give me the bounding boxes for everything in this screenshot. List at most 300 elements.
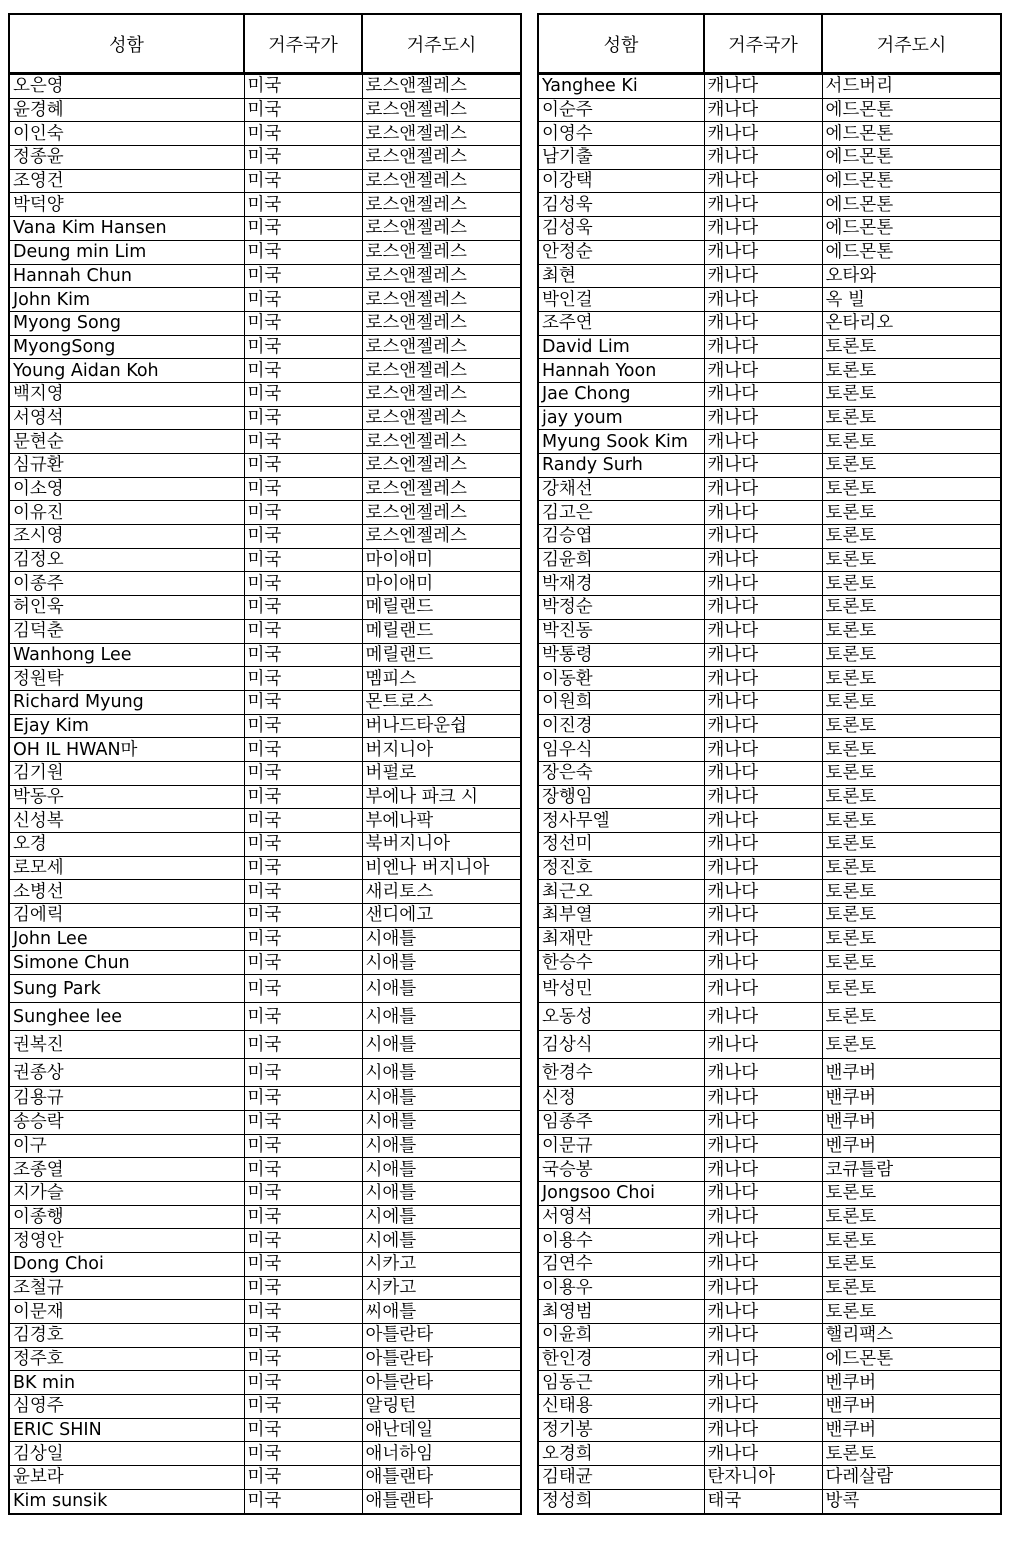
cell-country: 캐나다 — [704, 1276, 822, 1300]
cell-name: 오경 — [9, 833, 244, 857]
cell-name: 김윤희 — [538, 548, 704, 572]
cell-country: 미국 — [244, 430, 362, 454]
cell-city: 토론토 — [822, 1442, 1001, 1466]
cell-name: 박재경 — [538, 572, 704, 596]
cell-name: Jongsoo Choi — [538, 1181, 704, 1205]
cell-country: 캐나다 — [704, 146, 822, 170]
cell-city: 벤쿠버 — [822, 1134, 1001, 1158]
cell-city: 시애틀 — [362, 1181, 521, 1205]
cell-name: Vana Kim Hansen — [9, 217, 244, 241]
table-row — [9, 572, 521, 596]
table-row — [538, 359, 1001, 383]
cell-name: 임우식 — [538, 738, 704, 762]
cell-city: 로스앤젤레스 — [362, 74, 521, 99]
cell-name: 박진동 — [538, 619, 704, 643]
table-row — [538, 501, 1001, 525]
table-row — [9, 1181, 521, 1205]
cell-country: 캐나다 — [704, 217, 822, 241]
cell-name: 이순주 — [538, 98, 704, 122]
header-city: 거주도시 — [822, 14, 1001, 74]
table-row — [538, 193, 1001, 217]
cell-country: 캐나다 — [704, 1395, 822, 1419]
cell-country: 캐나다 — [704, 169, 822, 193]
cell-name: 심규환 — [9, 454, 244, 478]
cell-city: 시카고 — [362, 1252, 521, 1276]
cell-name: 박통령 — [538, 643, 704, 667]
cell-country: 미국 — [244, 1110, 362, 1134]
cell-city: 토론토 — [822, 454, 1001, 478]
cell-name: ERIC SHIN — [9, 1418, 244, 1442]
cell-name: Dong Choi — [9, 1252, 244, 1276]
table-row — [9, 525, 521, 549]
table-row — [538, 785, 1001, 809]
table-row — [538, 288, 1001, 312]
cell-country: 미국 — [244, 382, 362, 406]
table-row — [9, 1371, 521, 1395]
cell-name: Kim sunsik — [9, 1489, 244, 1513]
cell-name: Wanhong Lee — [9, 643, 244, 667]
cell-name: 조영건 — [9, 169, 244, 193]
table-row — [538, 596, 1001, 620]
table-row — [9, 975, 521, 1003]
cell-name: 조철규 — [9, 1276, 244, 1300]
cell-name: 정성희 — [538, 1489, 704, 1513]
header-name: 성함 — [9, 14, 244, 74]
cell-city: 애틀랜타 — [362, 1466, 521, 1490]
table-row — [9, 1442, 521, 1466]
table-row — [9, 714, 521, 738]
cell-name: 장은숙 — [538, 761, 704, 785]
cell-city: 토론토 — [822, 572, 1001, 596]
cell-name: 한인경 — [538, 1347, 704, 1371]
cell-country: 미국 — [244, 951, 362, 975]
table-row — [538, 98, 1001, 122]
table-row — [538, 1087, 1001, 1111]
table-row — [9, 74, 521, 99]
cell-city: 마이애미 — [362, 548, 521, 572]
cell-country: 미국 — [244, 477, 362, 501]
table-row — [538, 1059, 1001, 1087]
cell-city: 토론토 — [822, 951, 1001, 975]
cell-city: 아틀란타 — [362, 1371, 521, 1395]
cell-country: 미국 — [244, 619, 362, 643]
cell-name: 윤경혜 — [9, 98, 244, 122]
cell-country: 미국 — [244, 1324, 362, 1348]
table-row — [538, 714, 1001, 738]
cell-city: 토론토 — [822, 477, 1001, 501]
cell-country: 미국 — [244, 1418, 362, 1442]
left-roster-body — [9, 74, 521, 1514]
cell-name: 김성욱 — [538, 193, 704, 217]
cell-country: 캐나다 — [704, 1181, 822, 1205]
table-row — [9, 430, 521, 454]
cell-country: 캐나다 — [704, 1229, 822, 1253]
cell-name: 이문규 — [538, 1134, 704, 1158]
cell-city: 토론토 — [822, 1031, 1001, 1059]
cell-country: 캐나다 — [704, 1418, 822, 1442]
table-row — [538, 1371, 1001, 1395]
table-row — [538, 454, 1001, 478]
table-row — [9, 1110, 521, 1134]
cell-name: 정선미 — [538, 833, 704, 857]
table-row — [9, 335, 521, 359]
cell-country: 캐나다 — [704, 975, 822, 1003]
right-roster-body — [538, 74, 1001, 1514]
cell-country: 미국 — [244, 264, 362, 288]
left-roster-table — [8, 13, 522, 1515]
cell-name: 정주호 — [9, 1347, 244, 1371]
cell-country: 미국 — [244, 880, 362, 904]
cell-name: 김상일 — [9, 1442, 244, 1466]
cell-country: 캐나다 — [704, 1324, 822, 1348]
table-row — [538, 951, 1001, 975]
cell-city: 로스엔젤레스 — [362, 454, 521, 478]
cell-city: 코큐틀람 — [822, 1158, 1001, 1182]
cell-name: 김정오 — [9, 548, 244, 572]
cell-city: 밴쿠버 — [822, 1059, 1001, 1087]
table-row — [9, 169, 521, 193]
cell-country: 캐나다 — [704, 122, 822, 146]
cell-name: 조종열 — [9, 1158, 244, 1182]
cell-city: 시애틀 — [362, 1003, 521, 1031]
cell-country: 미국 — [244, 525, 362, 549]
cell-city: 토론토 — [822, 856, 1001, 880]
cell-country: 캐나다 — [704, 690, 822, 714]
cell-country: 미국 — [244, 1300, 362, 1324]
cell-city: 로스엔젤레스 — [362, 430, 521, 454]
cell-city: 로스앤젤레스 — [362, 311, 521, 335]
cell-city: 시애틀 — [362, 1158, 521, 1182]
cell-country: 미국 — [244, 122, 362, 146]
cell-city: 마이애미 — [362, 572, 521, 596]
cell-country: 캐나다 — [704, 359, 822, 383]
cell-country: 캐나다 — [704, 1205, 822, 1229]
table-row — [9, 761, 521, 785]
cell-name: Randy Surh — [538, 454, 704, 478]
cell-country: 미국 — [244, 667, 362, 691]
cell-country: 미국 — [244, 1087, 362, 1111]
table-row — [538, 1324, 1001, 1348]
cell-city: 토론토 — [822, 880, 1001, 904]
cell-name: 남기출 — [538, 146, 704, 170]
cell-city: 밴쿠버 — [822, 1087, 1001, 1111]
table-row — [538, 1229, 1001, 1253]
table-row — [9, 1395, 521, 1419]
table-row — [538, 904, 1001, 928]
cell-city: 에드몬톤 — [822, 169, 1001, 193]
cell-name: 정사무엘 — [538, 809, 704, 833]
table-row — [538, 1158, 1001, 1182]
table-row — [9, 477, 521, 501]
header-country: 거주국가 — [244, 14, 362, 74]
cell-country: 캐나다 — [704, 951, 822, 975]
cell-name: 정기봉 — [538, 1418, 704, 1442]
cell-name: 김에릭 — [9, 904, 244, 928]
cell-city: 시애틀 — [362, 1059, 521, 1087]
table-row — [9, 454, 521, 478]
table-row — [538, 975, 1001, 1003]
cell-name: 정종윤 — [9, 146, 244, 170]
table-row — [538, 880, 1001, 904]
table-row — [9, 217, 521, 241]
cell-name: 정원탁 — [9, 667, 244, 691]
cell-country: 미국 — [244, 643, 362, 667]
table-row — [9, 690, 521, 714]
table-row — [538, 572, 1001, 596]
cell-country: 캐나다 — [704, 240, 822, 264]
cell-city: 시카고 — [362, 1276, 521, 1300]
cell-country: 캐나다 — [704, 809, 822, 833]
cell-name: 지가슬 — [9, 1181, 244, 1205]
cell-country: 미국 — [244, 809, 362, 833]
cell-country: 미국 — [244, 335, 362, 359]
table-row — [538, 1466, 1001, 1490]
right-roster-table — [537, 13, 1002, 1515]
cell-name: 이윤희 — [538, 1324, 704, 1348]
cell-city: 메릴랜드 — [362, 596, 521, 620]
cell-name: 장행임 — [538, 785, 704, 809]
cell-city: 토론토 — [822, 833, 1001, 857]
table-row — [9, 146, 521, 170]
cell-city: 밴쿠버 — [822, 1418, 1001, 1442]
table-row — [9, 643, 521, 667]
cell-country: 미국 — [244, 1252, 362, 1276]
cell-city: 씨애틀 — [362, 1300, 521, 1324]
table-row — [9, 1489, 521, 1513]
cell-name: 이소영 — [9, 477, 244, 501]
cell-city: 토론토 — [822, 1276, 1001, 1300]
table-row — [9, 382, 521, 406]
cell-country: 미국 — [244, 1059, 362, 1087]
table-row — [9, 785, 521, 809]
cell-city: 애너하임 — [362, 1442, 521, 1466]
cell-country: 미국 — [244, 311, 362, 335]
cell-country: 미국 — [244, 572, 362, 596]
cell-name: Myung Sook Kim — [538, 430, 704, 454]
cell-name: 김기원 — [9, 761, 244, 785]
table-row — [9, 1134, 521, 1158]
header-row — [538, 14, 1001, 74]
cell-city: 비엔나 버지니아 — [362, 856, 521, 880]
cell-city: 밴쿠버 — [822, 1110, 1001, 1134]
cell-name: Deung min Lim — [9, 240, 244, 264]
cell-name: 박덕양 — [9, 193, 244, 217]
cell-country: 미국 — [244, 1395, 362, 1419]
cell-name: 박인걸 — [538, 288, 704, 312]
table-row — [538, 406, 1001, 430]
cell-city: 토론토 — [822, 1205, 1001, 1229]
table-row — [538, 1110, 1001, 1134]
table-row — [538, 430, 1001, 454]
cell-city: 로스앤젤레스 — [362, 169, 521, 193]
table-row — [538, 122, 1001, 146]
cell-name: 이동환 — [538, 667, 704, 691]
cell-city: 멤피스 — [362, 667, 521, 691]
cell-city: 토론토 — [822, 382, 1001, 406]
cell-name: BK min — [9, 1371, 244, 1395]
cell-country: 캐나다 — [704, 856, 822, 880]
cell-country: 캐나다 — [704, 74, 822, 99]
cell-name: 이영수 — [538, 122, 704, 146]
cell-city: 온타리오 — [822, 311, 1001, 335]
cell-name: 이종주 — [9, 572, 244, 596]
cell-name: 최부열 — [538, 904, 704, 928]
cell-name: Myong Song — [9, 311, 244, 335]
cell-name: OH IL HWAN마 — [9, 738, 244, 762]
cell-city: 로스앤젤레스 — [362, 335, 521, 359]
cell-name: 조주연 — [538, 311, 704, 335]
cell-country: 캐나다 — [704, 667, 822, 691]
cell-country: 캐나다 — [704, 1110, 822, 1134]
cell-city: 몬트로스 — [362, 690, 521, 714]
table-row — [9, 1031, 521, 1059]
table-row — [538, 1205, 1001, 1229]
cell-name: 윤보라 — [9, 1466, 244, 1490]
cell-city: 에드몬톤 — [822, 146, 1001, 170]
cell-city: 토론토 — [822, 714, 1001, 738]
cell-city: 핼리팩스 — [822, 1324, 1001, 1348]
cell-city: 애난데일 — [362, 1418, 521, 1442]
table-row — [9, 1418, 521, 1442]
cell-name: 강채선 — [538, 477, 704, 501]
table-row — [538, 809, 1001, 833]
cell-city: 토론토 — [822, 904, 1001, 928]
cell-country: 캐나다 — [704, 927, 822, 951]
cell-name: MyongSong — [9, 335, 244, 359]
cell-name: Sunghee lee — [9, 1003, 244, 1031]
cell-name: 서영석 — [9, 406, 244, 430]
table-row — [9, 501, 521, 525]
cell-city: 토론토 — [822, 1003, 1001, 1031]
cell-country: 미국 — [244, 1003, 362, 1031]
cell-city: 로스앤젤레스 — [362, 288, 521, 312]
cell-city: 토론토 — [822, 975, 1001, 1003]
cell-country: 캐나다 — [704, 833, 822, 857]
cell-name: John Kim — [9, 288, 244, 312]
cell-name: 안정순 — [538, 240, 704, 264]
table-row — [538, 217, 1001, 241]
table-row — [538, 1442, 1001, 1466]
cell-name: 김고은 — [538, 501, 704, 525]
table-row — [538, 927, 1001, 951]
cell-country: 캐나다 — [704, 738, 822, 762]
table-row — [538, 477, 1001, 501]
cell-name: 김상식 — [538, 1031, 704, 1059]
cell-name: 한경수 — [538, 1059, 704, 1087]
header-city: 거주도시 — [362, 14, 521, 74]
cell-city: 에드몬톤 — [822, 1347, 1001, 1371]
cell-name: 이종행 — [9, 1205, 244, 1229]
cell-city: 토론토 — [822, 690, 1001, 714]
cell-country: 캐나다 — [704, 1442, 822, 1466]
cell-name: 권복진 — [9, 1031, 244, 1059]
cell-city: 로스앤젤레스 — [362, 359, 521, 383]
cell-city: 벤쿠버 — [822, 1371, 1001, 1395]
cell-city: 로스앤젤레스 — [362, 382, 521, 406]
cell-city: 버펄로 — [362, 761, 521, 785]
cell-country: 미국 — [244, 690, 362, 714]
cell-city: 로스앤젤레스 — [362, 122, 521, 146]
cell-city: 부에나팍 — [362, 809, 521, 833]
cell-city: 에드몬톤 — [822, 217, 1001, 241]
cell-country: 태국 — [704, 1489, 822, 1513]
cell-city: 토론토 — [822, 927, 1001, 951]
cell-country: 미국 — [244, 761, 362, 785]
cell-name: 이인숙 — [9, 122, 244, 146]
table-row — [538, 240, 1001, 264]
cell-city: 버지니아 — [362, 738, 521, 762]
table-row — [9, 1347, 521, 1371]
cell-country: 미국 — [244, 1276, 362, 1300]
cell-name: 이유진 — [9, 501, 244, 525]
cell-city: 시애틀 — [362, 951, 521, 975]
table-row — [9, 738, 521, 762]
cell-city: 부에나 파크 시 — [362, 785, 521, 809]
cell-country: 캐나다 — [704, 501, 822, 525]
cell-name: 이원희 — [538, 690, 704, 714]
cell-name: 박정순 — [538, 596, 704, 620]
cell-city: 토론토 — [822, 335, 1001, 359]
cell-country: 미국 — [244, 1442, 362, 1466]
cell-city: 로스앤젤레스 — [362, 240, 521, 264]
table-row — [538, 690, 1001, 714]
table-row — [9, 1229, 521, 1253]
cell-name: 김태균 — [538, 1466, 704, 1490]
cell-country: 탄자니아 — [704, 1466, 822, 1490]
cell-name: David Lim — [538, 335, 704, 359]
cell-city: 오타와 — [822, 264, 1001, 288]
cell-name: 송승락 — [9, 1110, 244, 1134]
cell-city: 시애틀 — [362, 1110, 521, 1134]
header-name: 성함 — [538, 14, 704, 74]
cell-city: 토론토 — [822, 1229, 1001, 1253]
table-row — [538, 643, 1001, 667]
cell-city: 방콕 — [822, 1489, 1001, 1513]
cell-name: 임종주 — [538, 1110, 704, 1134]
cell-name: 로모세 — [9, 856, 244, 880]
cell-name: 백지영 — [9, 382, 244, 406]
cell-country: 미국 — [244, 240, 362, 264]
table-row — [538, 1003, 1001, 1031]
cell-city: 토론토 — [822, 501, 1001, 525]
cell-name: 김덕춘 — [9, 619, 244, 643]
cell-country: 미국 — [244, 74, 362, 99]
cell-country: 미국 — [244, 856, 362, 880]
table-row — [538, 1347, 1001, 1371]
cell-city: 알링턴 — [362, 1395, 521, 1419]
cell-country: 미국 — [244, 406, 362, 430]
cell-country: 캐나다 — [704, 311, 822, 335]
cell-city: 에드몬톤 — [822, 98, 1001, 122]
cell-city: 토론토 — [822, 1181, 1001, 1205]
table-row — [538, 667, 1001, 691]
cell-country: 미국 — [244, 454, 362, 478]
table-row — [9, 1059, 521, 1087]
table-row — [538, 311, 1001, 335]
cell-country: 미국 — [244, 193, 362, 217]
cell-city: 애틀랜타 — [362, 1489, 521, 1513]
table-row — [9, 619, 521, 643]
cell-country: 캐나다 — [704, 596, 822, 620]
cell-country: 미국 — [244, 548, 362, 572]
cell-city: 로스앤젤레스 — [362, 146, 521, 170]
table-row — [9, 122, 521, 146]
table-row — [538, 1300, 1001, 1324]
cell-country: 캐나다 — [704, 643, 822, 667]
cell-name: 최근오 — [538, 880, 704, 904]
cell-country: 미국 — [244, 833, 362, 857]
cell-country: 미국 — [244, 1466, 362, 1490]
